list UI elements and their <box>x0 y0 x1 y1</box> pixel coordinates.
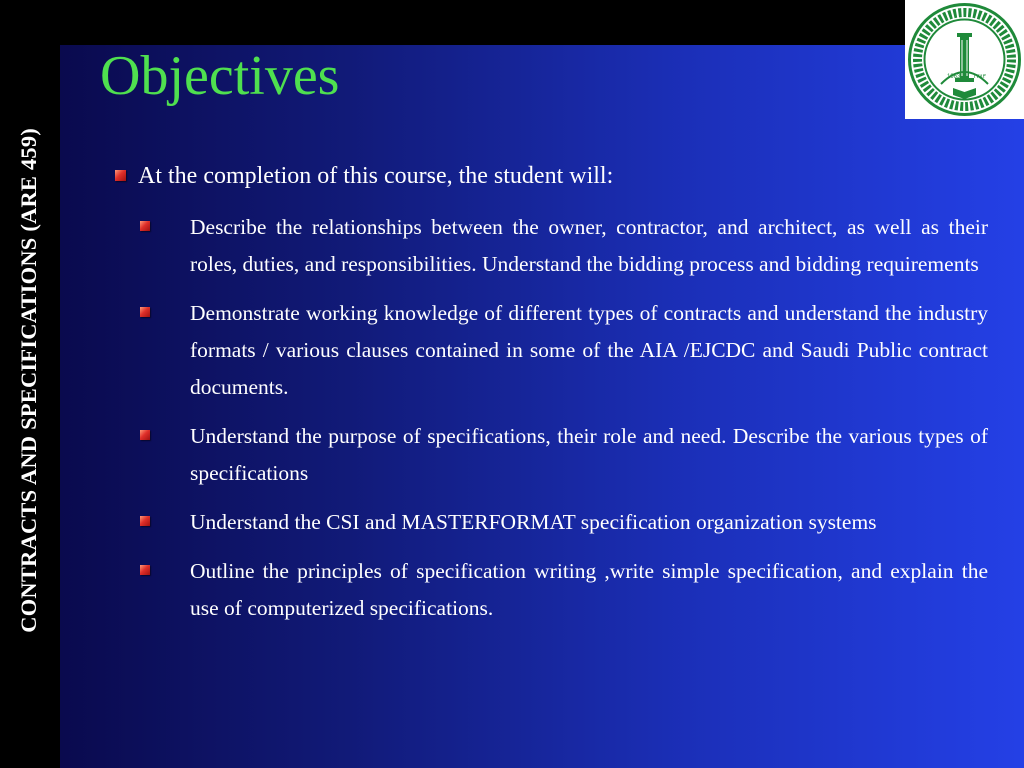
svg-text:١٣٨٣: ١٣٨٣ <box>973 74 986 80</box>
objective-item <box>190 418 988 492</box>
objective-item <box>190 553 988 627</box>
objective-text: Understand the CSI and MASTERFORMAT specification organization systems <box>190 510 877 534</box>
bullet-icon <box>140 221 150 231</box>
objective-item <box>190 295 988 406</box>
university-seal-icon <box>905 0 1024 119</box>
bullet-icon <box>140 565 150 575</box>
objective-text: Describe the relationships between the owner, contractor, and architect, as well as their roles, duties, and responsibilities. Understand the bidding process and bidding requirements <box>190 215 988 276</box>
side-course-title <box>8 40 50 720</box>
side-course-title-text: CONTRACTS AND SPECIFICATIONS (ARE 459) <box>16 127 41 633</box>
intro-bullet <box>138 160 998 192</box>
objective-text: Demonstrate working knowledge of different types of contracts and understand the industry formats / various clauses contained in some of the AIA /EJCDC and Saudi Public contract documents. <box>190 301 988 399</box>
objective-text: Outline the principles of specification writing ,write simple specification, and explain the use of computerized specifications. <box>190 559 988 620</box>
objectives-list <box>190 209 988 639</box>
intro-text: At the completion of this course, the student will: <box>138 163 614 189</box>
objective-text: Understand the purpose of specifications, their role and need. Describe the various types of specifications <box>190 424 988 485</box>
bullet-icon <box>140 430 150 440</box>
objective-item <box>190 504 988 541</box>
bullet-icon <box>140 516 150 526</box>
objective-item <box>190 209 988 283</box>
bullet-icon <box>140 307 150 317</box>
university-logo <box>905 0 1024 119</box>
bullet-icon <box>115 170 126 181</box>
slide-title: Objectives <box>100 45 340 107</box>
svg-text:1963: 1963 <box>947 74 961 80</box>
